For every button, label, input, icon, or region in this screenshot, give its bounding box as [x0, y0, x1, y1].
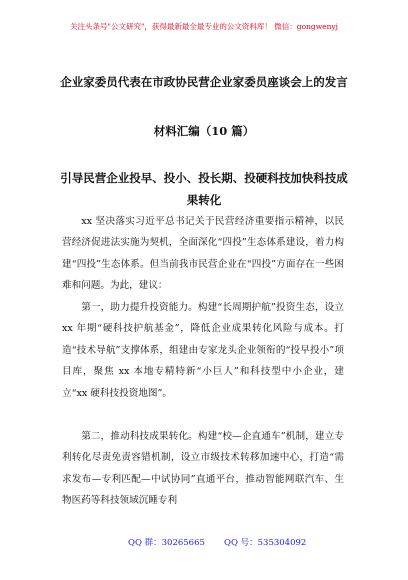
body-paragraph-3: 第二，推动科技成果转化。构建“校—企直通车”机制，建立专利转化尽责免责容错机制，设立市级技术转移加速中心，打造“需求发布—专利匹配—中试协同”直通平台，推动智能网联汽车、生物医药等科技领域沉睡专利 [62, 431, 344, 507]
footer-qq-group: QQ 群：30265665 [128, 538, 205, 548]
section-heading-line1: 引导民营企业投早、投小、投长期、投硬科技加快科技成 [60, 171, 348, 185]
document-title-line2: 材料汇编（10 篇） [153, 124, 255, 138]
body-paragraph-1: xx 坚决落实习近平总书记关于民营经济重要指示精神，以民营经济促进法实施为契机，全面深化“四投”生态体系建设，着力构建“四投”生态体系。但当前我市民营企业在“四投”方面存在一些困难和问题。为此，建议： [62, 216, 344, 292]
header-banner: 关注头条号"公文研究"，获得最新最全最专业的公文资料库！ 微信：gongwenyj [70, 22, 338, 31]
document-title-line1: 企业家委员代表在市政协民营企业家委员座谈会上的发言 [60, 75, 348, 89]
footer-qq-number: QQ 号：535304092 [224, 538, 307, 548]
footer [0, 537, 408, 549]
body-paragraph-2: 第一，助力提升投资能力。构建“长周期护航”投资生态，设立 xx 年期“硬科技护航基金”，降低企业成果转化风险与成本。打造“技术导航”支撑体系，组建由专家龙头企业领衔的“投早投小”项目库，聚焦 xx 本地专精特新“小巨人”和科技型中小企业，建立“xx 硬科技投资地图”。 [62, 302, 344, 399]
section-heading-line2: 果转化 [186, 193, 222, 207]
